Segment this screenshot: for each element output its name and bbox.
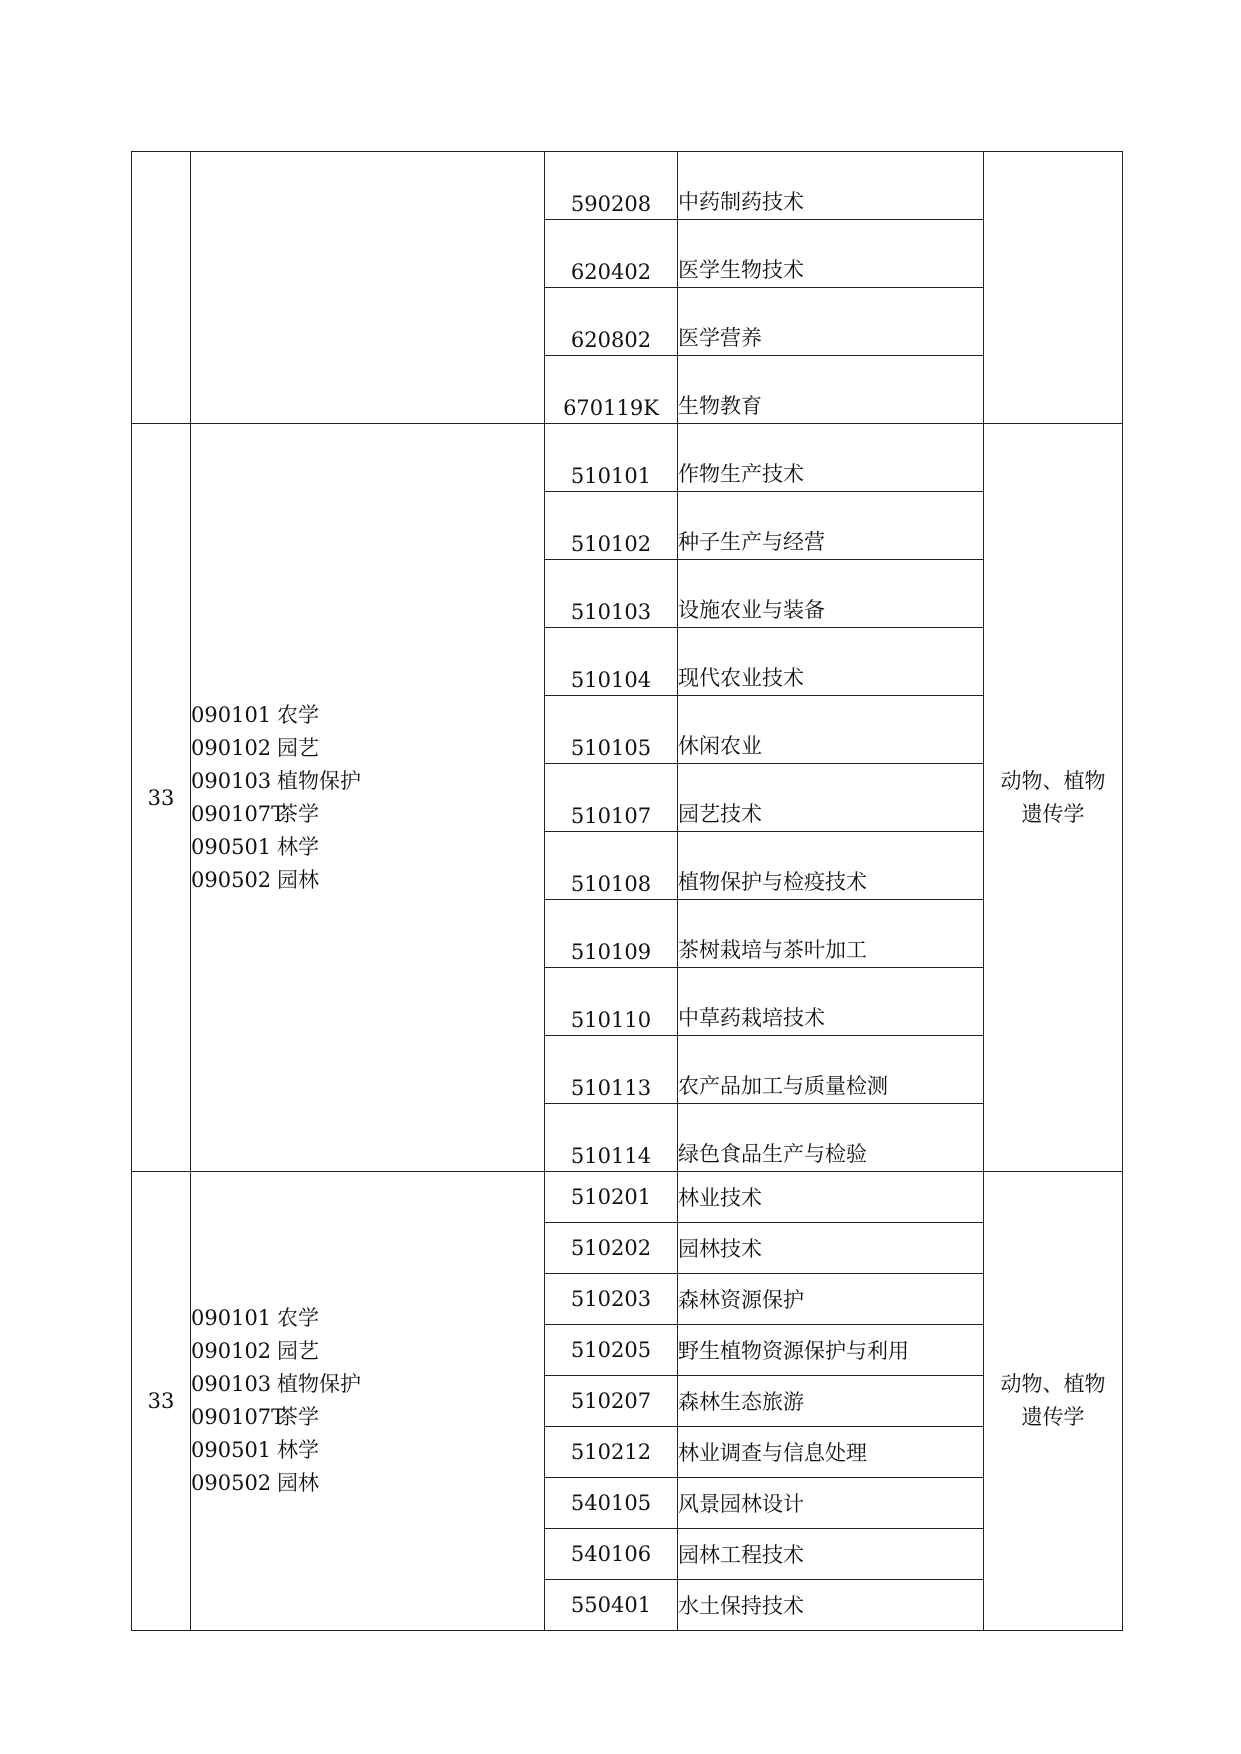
program-code-cell: 510201 (545, 1172, 678, 1223)
major-code: 090501 (191, 834, 272, 859)
major-code: 090101 (191, 1306, 272, 1330)
major-entry (191, 1302, 544, 1335)
major-code: 090502 (191, 867, 272, 892)
program-code-cell: 510114 (545, 1104, 678, 1172)
table-row (132, 1172, 1123, 1223)
exam-subject-line: 遗传学 (1021, 1405, 1085, 1429)
program-name-cell: 种子生产与经营 (678, 492, 984, 560)
program-code-cell: 510205 (545, 1325, 678, 1376)
program-name-cell: 园林技术 (678, 1223, 984, 1274)
major-name: 园艺 (277, 735, 319, 760)
major-code: 090102 (191, 1339, 272, 1363)
exam-subject-line: 动物、植物 (1000, 768, 1106, 793)
group-number-cell (132, 152, 191, 424)
program-code-cell: 510109 (545, 900, 678, 968)
major-name: 植物保护 (277, 1372, 361, 1396)
major-name: 林学 (277, 834, 319, 859)
program-name-cell: 作物生产技术 (678, 424, 984, 492)
major-name: 农学 (277, 702, 319, 727)
major-code: 090103 (191, 768, 272, 793)
program-name-cell: 休闲农业 (678, 696, 984, 764)
major-name: 茶学 (277, 1405, 319, 1429)
major-code: 090103 (191, 1372, 272, 1396)
group-number-cell: 33 (132, 1172, 191, 1631)
program-name-cell: 中药制药技术 (678, 152, 984, 220)
major-entry (191, 864, 544, 897)
program-name-cell: 水土保持技术 (678, 1580, 984, 1631)
major-entry (191, 831, 544, 864)
table-row (132, 152, 1123, 220)
program-code-cell: 510203 (545, 1274, 678, 1325)
major-code: 090107T (191, 1405, 286, 1429)
undergraduate-majors-cell (191, 152, 545, 424)
program-name-cell: 园艺技术 (678, 764, 984, 832)
program-name-cell: 生物教育 (678, 356, 984, 424)
program-name-cell: 风景园林设计 (678, 1478, 984, 1529)
program-code-cell: 510101 (545, 424, 678, 492)
program-name-cell: 绿色食品生产与检验 (678, 1104, 984, 1172)
major-code: 090101 (191, 702, 272, 727)
table-row (132, 424, 1123, 492)
program-name-cell: 设施农业与装备 (678, 560, 984, 628)
program-code-cell: 510113 (545, 1036, 678, 1104)
program-code-cell: 540105 (545, 1478, 678, 1529)
program-code-cell: 510212 (545, 1427, 678, 1478)
major-entry (191, 798, 544, 831)
program-name-cell: 林业调查与信息处理 (678, 1427, 984, 1478)
program-name-cell: 中草药栽培技术 (678, 968, 984, 1036)
program-code-cell: 510202 (545, 1223, 678, 1274)
undergraduate-majors-cell (191, 424, 545, 1172)
program-name-cell: 农产品加工与质量检测 (678, 1036, 984, 1104)
table-body (132, 152, 1123, 1631)
exam-subject-cell (984, 1172, 1123, 1631)
major-entry (191, 1467, 544, 1500)
program-code-cell: 510110 (545, 968, 678, 1036)
program-name-cell: 植物保护与检疫技术 (678, 832, 984, 900)
program-code-cell: 510207 (545, 1376, 678, 1427)
program-code-cell: 510105 (545, 696, 678, 764)
catalog-table (131, 151, 1123, 1631)
program-code-cell: 510108 (545, 832, 678, 900)
major-entry (191, 1368, 544, 1401)
program-code-cell: 510103 (545, 560, 678, 628)
program-name-cell: 森林生态旅游 (678, 1376, 984, 1427)
program-code-cell: 620402 (545, 220, 678, 288)
program-code-cell: 510107 (545, 764, 678, 832)
major-code: 090501 (191, 1438, 272, 1462)
program-name-cell: 茶树栽培与茶叶加工 (678, 900, 984, 968)
program-name-cell: 医学营养 (678, 288, 984, 356)
group-number-cell: 33 (132, 424, 191, 1172)
major-code: 090102 (191, 735, 272, 760)
program-code-cell: 540106 (545, 1529, 678, 1580)
exam-subject-cell (984, 152, 1123, 424)
major-entry (191, 1434, 544, 1467)
program-name-cell: 森林资源保护 (678, 1274, 984, 1325)
program-name-cell: 现代农业技术 (678, 628, 984, 696)
major-name: 园林 (277, 1471, 319, 1495)
major-name: 农学 (277, 1306, 319, 1330)
exam-subject-cell (984, 424, 1123, 1172)
major-entry (191, 765, 544, 798)
major-name: 植物保护 (277, 768, 361, 793)
undergraduate-majors-cell (191, 1172, 545, 1631)
program-code-cell: 550401 (545, 1580, 678, 1631)
major-name: 茶学 (277, 801, 319, 826)
program-name-cell: 医学生物技术 (678, 220, 984, 288)
major-code: 090502 (191, 1471, 272, 1495)
program-code-cell: 510102 (545, 492, 678, 560)
major-entry (191, 1401, 544, 1434)
program-name-cell: 林业技术 (678, 1172, 984, 1223)
program-code-cell: 620802 (545, 288, 678, 356)
major-code: 090107T (191, 801, 286, 826)
program-code-cell: 670119K (545, 356, 678, 424)
exam-subject-line: 动物、植物 (1000, 1372, 1106, 1396)
program-name-cell: 野生植物资源保护与利用 (678, 1325, 984, 1376)
program-name-cell: 园林工程技术 (678, 1529, 984, 1580)
program-code-cell: 510104 (545, 628, 678, 696)
major-name: 园林 (277, 867, 319, 892)
major-name: 园艺 (277, 1339, 319, 1363)
exam-subject-line: 遗传学 (1021, 801, 1085, 826)
major-entry (191, 1335, 544, 1368)
major-name: 林学 (277, 1438, 319, 1462)
program-code-cell: 590208 (545, 152, 678, 220)
major-entry (191, 732, 544, 765)
major-entry (191, 699, 544, 732)
